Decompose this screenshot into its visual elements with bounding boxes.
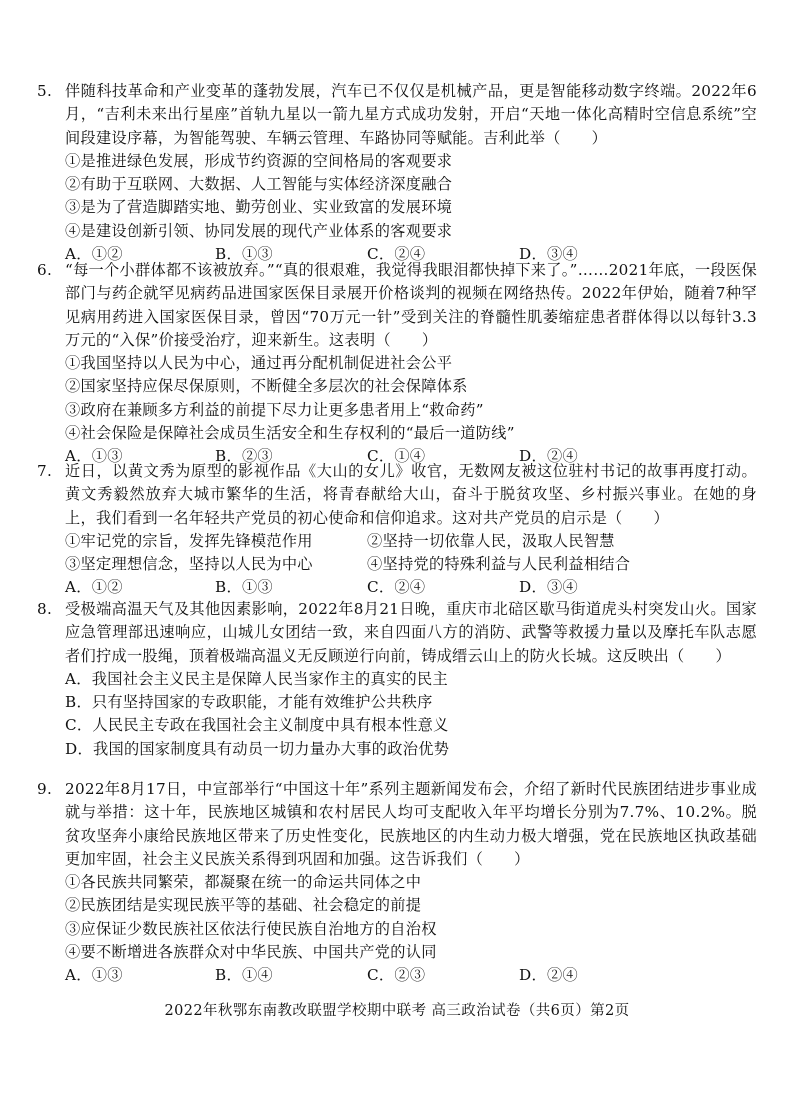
choice-d: D．③④ [519,578,578,597]
choice-a: A．我国社会主义民主是保障人民当家作主的真实的民主 [65,669,448,688]
option-1: ①是推进绿色发展，形成节约资源的空间格局的客观要求 [65,151,453,170]
option-row [65,530,757,553]
choice-d: D．②④ [519,447,578,466]
question-8 [37,598,757,761]
question-stem: 近日，以黄文秀为原型的影视作品《大山的女儿》收官，无数网友被这位驻村书记的故事再度打动。黄文秀毅然放弃大城市繁华的生活，将青春献给大山，奋斗于脱贫攻坚、乡村振兴事业。在她的身上，我们看到一名年轻共产党员的初心使命和信仰追求。这对共产党员的启示是（ ） [65,462,757,527]
option-1: ①牢记党的宗旨，发挥先锋模范作用 [65,531,313,550]
choice-b: B．②③ [215,447,273,466]
page-footer: 2022年秋鄂东南教改联盟学校期中联考 高三政治试卷（共6页）第2页 [164,1003,630,1019]
option-3: ③应保证少数民族社区依法行使民族自治地方的自治权 [65,919,437,938]
question-stem: “每一个小群体都不该被放弃。”“真的很艰难，我觉得我眼泪都快掉下来了。”……2021年底，一段医保部门与药企就罕见病药品进国家医保目录展开价格谈判的视频在网络热传。2022年伊始，随着7种罕见病用药进入国家医保目录，曾因“70万元一针”受到关注的脊髓性肌萎缩症患者群体得以以每针3.3万元的“入保”价接受治疗，迎来新生。这表明（ ） [65,261,757,349]
option-row [65,553,757,576]
question-number: 7. [37,462,53,480]
choice-d: D．我国的国家制度具有动员一切力量办大事的政治优势 [65,739,450,758]
choice-c: C．①④ [367,447,426,466]
option-2: ②坚持一切依靠人民，汲取人民智慧 [367,531,615,550]
option-1: ①各民族共同繁荣，都凝聚在统一的命运共同体之中 [65,873,422,892]
question-6 [37,259,757,469]
choice-b: B．只有坚持国家的专政职能，才能有效维护公共秩序 [65,693,433,712]
choice-d: D．③④ [519,245,578,264]
choice-c: C．②④ [367,245,426,264]
question-number: 9. [37,780,53,798]
choice-a: A．①② [65,578,123,597]
answer-choices [65,964,757,987]
choice-b: B．①③ [215,245,273,264]
option-4: ④要不断增进各族群众对中华民族、中国共产党的认同 [65,943,437,962]
question-number: 5. [37,82,53,100]
choice-c: C．②③ [367,966,426,985]
option-4: ④是建设创新引领、协同发展的现代产业体系的客观要求 [65,221,453,240]
choice-d: D．②④ [519,966,578,985]
question-stem: 2022年8月17日，中宣部举行“中国这十年”系列主题新闻发布会，介绍了新时代民族团结进步事业成就与举措：这十年，民族地区城镇和农村居民人均可支配收入年平均增长分别为7.7%、10.2%。脱贫攻坚奔小康给民族地区带来了历史性变化，民族地区的内生动力极大增强，党在民族地区执政基础更加牢固，社会主义民族关系得到巩固和加强。这告诉我们（ ） [65,780,757,868]
question-stem: 受极端高温天气及其他因素影响，2022年8月21日晚，重庆市北碚区歇马街道虎头村突发山火。国家应急管理部迅速响应，山城儿女团结一致，来自四面八方的消防、武警等救援力量以及摩托车队志愿者们拧成一股绳，顶着极端高温义无反顾逆行向前，铸成缙云山上的防火长城。这反映出（ ） [65,600,757,665]
question-number: 8. [37,600,53,618]
question-7 [37,460,757,600]
choice-c: C．②④ [367,578,426,597]
option-2: ②国家坚持应保尽保原则，不断健全多层次的社会保障体系 [65,377,468,396]
question-9 [37,778,757,988]
choice-a: A．①③ [65,447,123,466]
question-stem: 伴随科技革命和产业变革的蓬勃发展，汽车已不仅仅是机械产品，更是智能移动数字终端。2022年6月，“吉利未来出行星座”首轨九星以一箭九星方式成功发射，开启“天地一体化高精时空信息系统”空间段建设序幕，为智能驾驶、车辆云管理、车路协同等赋能。吉利此举（ ） [65,82,757,147]
option-1: ①我国坚持以人民为中心，通过再分配机制促进社会公平 [65,354,453,373]
question-number: 6. [37,261,53,279]
option-3: ③政府在兼顾多方利益的前提下尽力让更多患者用上“救命药” [65,400,484,419]
option-2: ②民族团结是实现民族平等的基础、社会稳定的前提 [65,896,422,915]
option-3: ③是为了营造脚踏实地、勤劳创业、实业致富的发展环境 [65,198,453,217]
choice-b: B．①④ [215,966,273,985]
option-3: ③坚定理想信念，坚持以人民为中心 [65,555,313,574]
option-4: ④社会保险是保障社会成员生活安全和生存权利的“最后一道防线” [65,424,515,443]
choice-a: A．①③ [65,966,123,985]
option-2: ②有助于互联网、大数据、人工智能与实体经济深度融合 [65,175,453,194]
option-4: ④坚持党的特殊利益与人民利益相结合 [367,555,631,574]
choice-b: B．①③ [215,578,273,597]
choice-c: C．人民民主专政在我国社会主义制度中具有根本性意义 [65,716,449,735]
choice-a: A．①② [65,245,123,264]
question-5 [37,80,757,266]
answer-choices [65,576,757,599]
